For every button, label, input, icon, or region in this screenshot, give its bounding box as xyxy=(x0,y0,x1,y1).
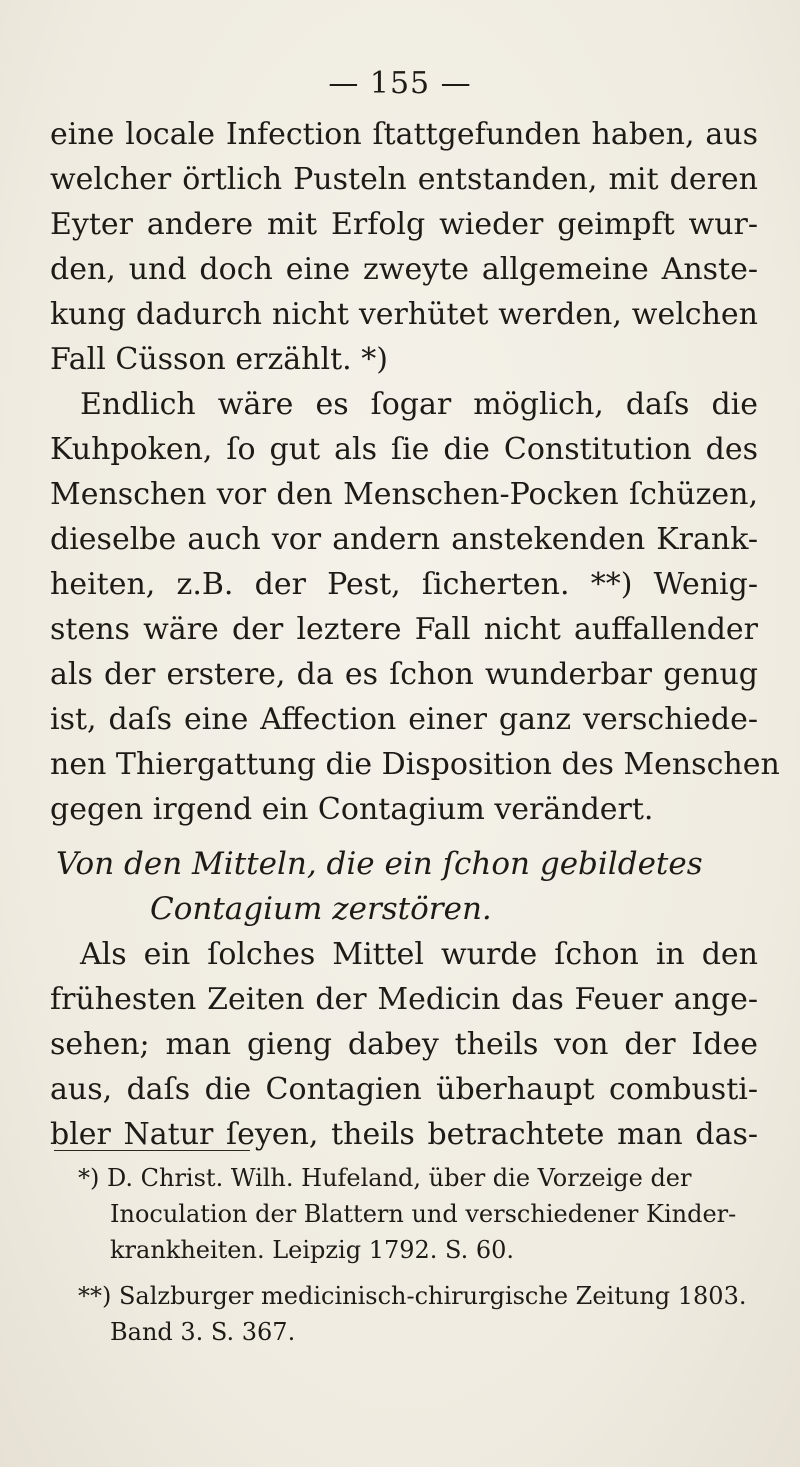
text-line: Eyter andere mit Erfolg wieder geimpft wur- xyxy=(50,207,758,242)
text-line: kung dadurch nicht verhütet werden, welchen xyxy=(50,297,758,332)
text-line: nen Thiergattung die Disposition des Menschen xyxy=(50,747,780,782)
text-line: aus, daſs die Contagien überhaupt combusti- xyxy=(50,1072,758,1107)
paragraph-1 xyxy=(50,112,758,382)
text-line: sehen; man gieng dabey theils von der Idee xyxy=(50,1027,758,1062)
text-line: als der erstere, da es ſchon wunderbar genug xyxy=(50,657,758,692)
text-line: ist, daſs eine Affection einer ganz verschiede- xyxy=(50,702,758,737)
footnotes xyxy=(78,1160,766,1350)
section-heading xyxy=(50,842,758,932)
text-line: eine locale Infection ſtattgefunden haben, aus xyxy=(50,117,758,152)
footnote-line: Inoculation der Blattern und verschiedener Kinder- xyxy=(110,1200,737,1228)
text-line: frühesten Zeiten der Medicin das Feuer ange- xyxy=(50,982,758,1017)
text-line: gegen irgend ein Contagium verändert. xyxy=(50,792,654,827)
section-heading-line: Contagium zerstören. xyxy=(150,891,492,927)
section-heading-line: Von den Mitteln, die ein ſchon gebildetes xyxy=(56,846,703,882)
text-line: Fall Cüsson erzählt. *) xyxy=(50,342,388,377)
footnote-line: *) D. Christ. Wilh. Hufeland, über die Vorzeige der xyxy=(78,1164,692,1192)
text-line: Kuhpoken, ſo gut als ſie die Constitution des xyxy=(50,432,758,467)
text-line: Als ein ſolches Mittel wurde ſchon in den xyxy=(80,937,758,972)
text-line: Menschen vor den Menschen-Pocken ſchüzen, xyxy=(50,477,758,512)
text-line: dieselbe auch vor andern anstekenden Krank- xyxy=(50,522,758,557)
text-line: den, und doch eine zweyte allgemeine Anste- xyxy=(50,252,758,287)
footnote-line: Band 3. S. 367. xyxy=(110,1318,296,1346)
body-text xyxy=(50,112,780,1157)
footnote-1 xyxy=(78,1160,766,1268)
footnote-line: krankheiten. Leipzig 1792. S. 60. xyxy=(110,1236,515,1264)
footnote-divider xyxy=(54,1150,250,1151)
text-line: Endlich wäre es ſogar möglich, daſs die xyxy=(80,387,758,422)
text-line: bler Natur ſeyen, theils betrachtete man das- xyxy=(50,1117,758,1152)
text-line: heiten, z.B. der Pest, ſicherten. **) Wenig- xyxy=(50,567,758,602)
page-number: — 155 — xyxy=(328,66,472,101)
footnote-2 xyxy=(78,1278,766,1350)
text-line: welcher örtlich Pusteln entstanden, mit deren xyxy=(50,162,758,197)
text-line: stens wäre der leztere Fall nicht auffallender xyxy=(50,612,758,647)
footnote-line: **) Salzburger medicinisch-chirurgische Zeitung 1803. xyxy=(78,1282,747,1310)
paragraph-2 xyxy=(50,382,780,832)
paragraph-3 xyxy=(50,932,758,1157)
